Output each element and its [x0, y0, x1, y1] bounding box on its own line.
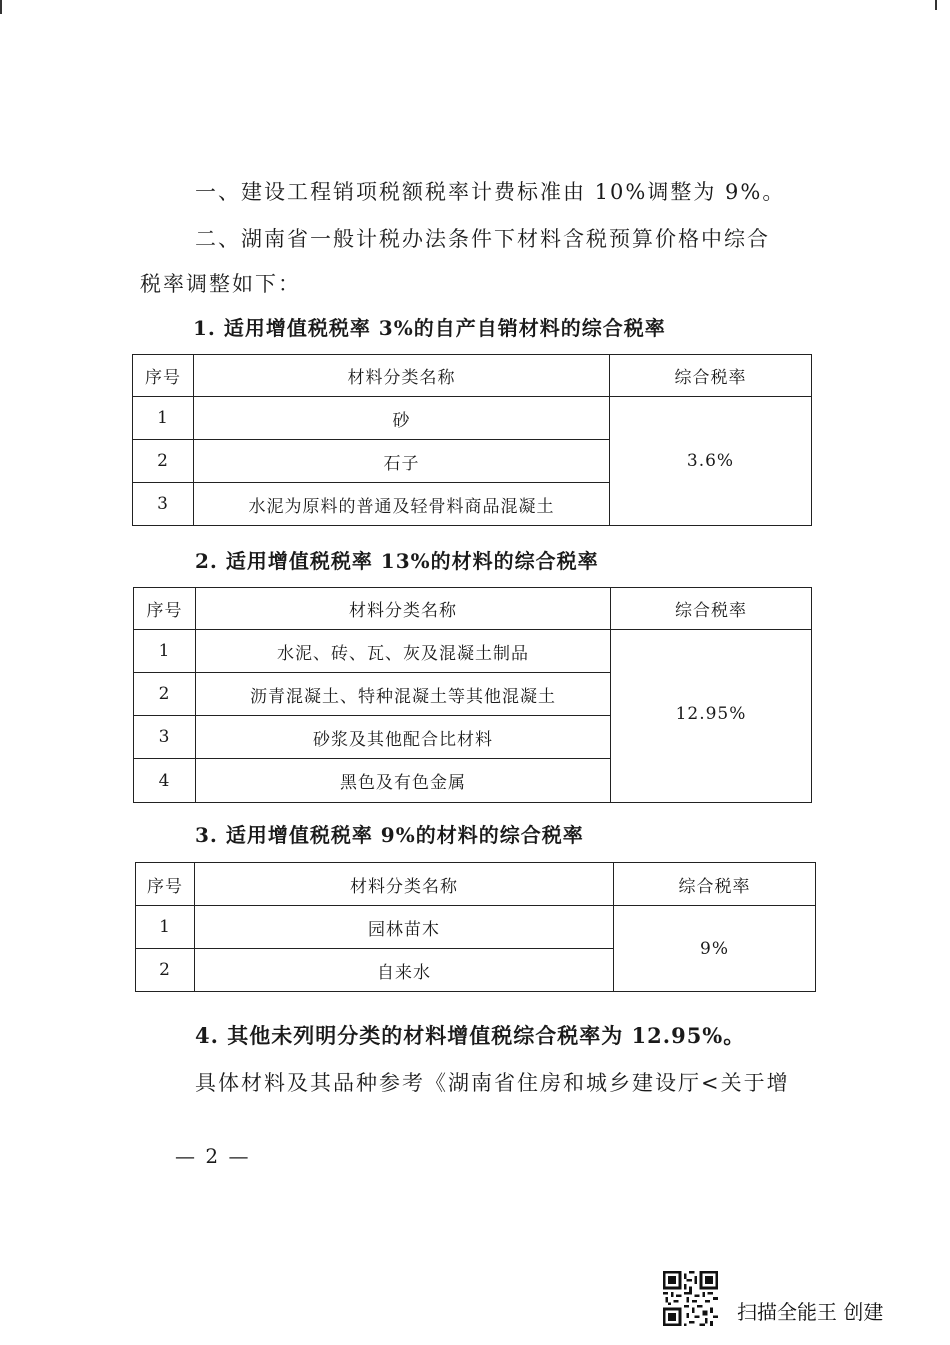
row-name: 水泥为原料的普通及轻骨料商品混凝土	[194, 483, 610, 526]
qr-code-icon	[663, 1271, 718, 1326]
col-header-name: 材料分类名称	[196, 588, 611, 630]
row-no: 1	[136, 906, 195, 949]
table-3	[135, 862, 816, 992]
row-name: 自来水	[195, 949, 614, 992]
rate-cell: 9%	[614, 906, 816, 992]
table-row	[133, 397, 812, 440]
scan-edge-mark	[0, 0, 2, 14]
col-header-no: 序号	[134, 588, 196, 630]
table-header-row	[134, 588, 812, 630]
scan-edge-mark	[935, 0, 937, 10]
row-no: 2	[133, 440, 194, 483]
rate-cell: 12.95%	[611, 630, 812, 803]
row-name: 园林苗木	[195, 906, 614, 949]
table-3-heading: 3. 适用增值税税率 9%的材料的综合税率	[195, 823, 584, 847]
table-row	[134, 630, 812, 673]
table-row	[136, 906, 816, 949]
row-no: 3	[133, 483, 194, 526]
table-1-heading: 1. 适用增值税税率 3%的自产自销材料的综合税率	[193, 316, 666, 340]
col-header-rate: 综合税率	[610, 355, 812, 397]
col-header-no: 序号	[133, 355, 194, 397]
scanner-watermark: 扫描全能王 创建	[737, 1300, 884, 1324]
paragraph-2-line-2: 税率调整如下：	[140, 272, 301, 296]
row-name: 沥青混凝土、特种混凝土等其他混凝土	[196, 673, 611, 716]
row-name: 石子	[194, 440, 610, 483]
row-name: 水泥、砖、瓦、灰及混凝土制品	[196, 630, 611, 673]
col-header-rate: 综合税率	[614, 863, 816, 906]
col-header-rate: 综合税率	[611, 588, 812, 630]
rate-cell: 3.6%	[610, 397, 812, 526]
row-name: 砂浆及其他配合比材料	[196, 716, 611, 759]
table-1	[132, 354, 812, 526]
section-4-heading: 4. 其他未列明分类的材料增值税综合税率为 12.95%。	[195, 1023, 746, 1048]
table-header-row	[136, 863, 816, 906]
col-header-name: 材料分类名称	[195, 863, 614, 906]
page-number: — 2 —	[175, 1144, 251, 1168]
row-no: 2	[134, 673, 196, 716]
row-no: 3	[134, 716, 196, 759]
col-header-no: 序号	[136, 863, 195, 906]
col-header-name: 材料分类名称	[194, 355, 610, 397]
paragraph-2-line-1: 二、湖南省一般计税办法条件下材料含税预算价格中综合	[195, 227, 770, 251]
row-name: 黑色及有色金属	[196, 759, 611, 803]
table-2	[133, 587, 812, 803]
table-header-row	[133, 355, 812, 397]
paragraph-1: 一、建设工程销项税额税率计费标准由 10%调整为 9%。	[195, 180, 786, 204]
table-2-heading: 2. 适用增值税税率 13%的材料的综合税率	[195, 549, 599, 573]
row-no: 1	[134, 630, 196, 673]
row-no: 4	[134, 759, 196, 803]
row-no: 2	[136, 949, 195, 992]
row-no: 1	[133, 397, 194, 440]
paragraph-last: 具体材料及其品种参考《湖南省住房和城乡建设厅<关于增	[195, 1071, 790, 1095]
row-name: 砂	[194, 397, 610, 440]
